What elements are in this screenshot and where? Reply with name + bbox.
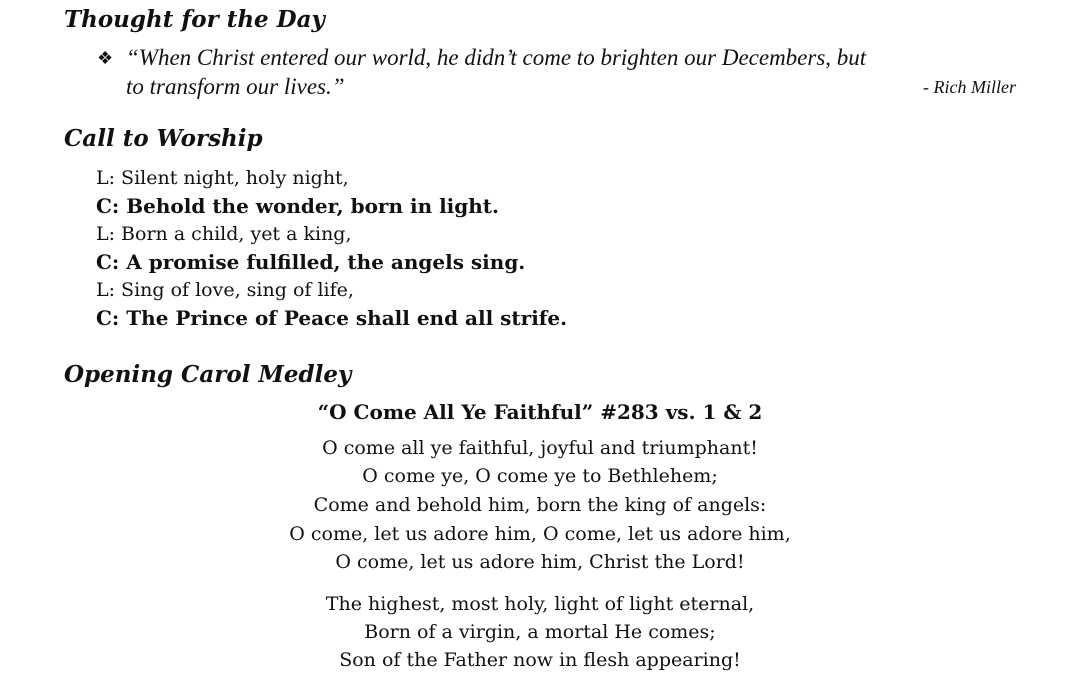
thought-heading: Thought for the Day: [64, 6, 325, 33]
quote-line-1: “When Christ entered our world, he didn’t come to brighten our Decembers, but: [126, 45, 867, 70]
leader-line: L: Sing of love, sing of life,: [96, 279, 354, 301]
leader-line: L: Born a child, yet a king,: [96, 223, 352, 245]
call-to-worship-heading: Call to Worship: [64, 125, 263, 152]
opening-carol-heading: Opening Carol Medley: [64, 361, 352, 388]
quote-line-2: to transform our lives.”: [126, 74, 345, 99]
quote-attribution: - Rich Miller: [923, 77, 1016, 97]
lyric-line: O come, let us adore him, Christ the Lord!: [335, 551, 745, 573]
lyric-line: O come all ye faithful, joyful and triumphant!: [322, 437, 758, 459]
lyric-line: The highest, most holy, light of light eternal,: [325, 593, 755, 615]
lyric-line: O come, let us adore him, O come, let us adore him,: [289, 523, 791, 545]
lyric-line: O come ye, O come ye to Bethlehem;: [362, 465, 718, 487]
carol-title: “O Come All Ye Faithful” #283 vs. 1 & 2: [317, 400, 763, 424]
leader-line: L: Silent night, holy night,: [96, 167, 349, 189]
congregation-line: C: A promise fulfilled, the angels sing.: [96, 250, 526, 274]
lyric-line: Son of the Father now in flesh appearing!: [339, 649, 741, 671]
congregation-line: C: Behold the wonder, born in light.: [96, 194, 499, 218]
congregation-line: C: The Prince of Peace shall end all strife.: [96, 306, 568, 330]
lyric-line: Born of a virgin, a mortal He comes;: [364, 621, 716, 643]
diamond-bullet-icon: ❖: [97, 48, 114, 69]
lyric-line: Come and behold him, born the king of angels:: [313, 494, 767, 516]
